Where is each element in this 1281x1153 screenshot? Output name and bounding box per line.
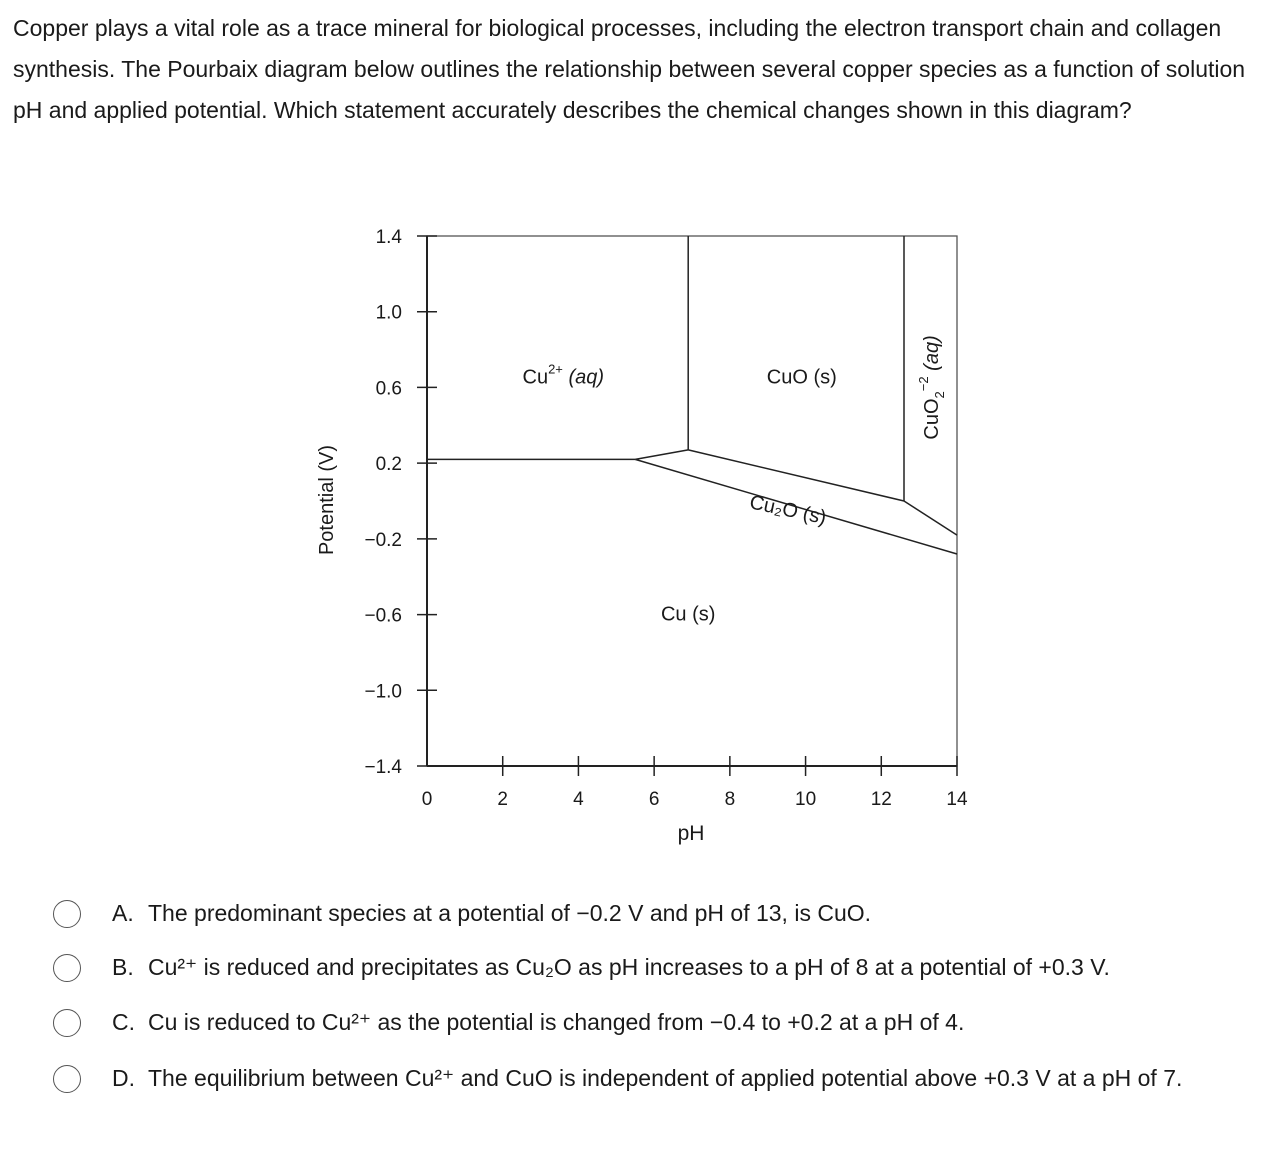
x-tick-label: 10 [795, 789, 817, 810]
x-tick-label: 0 [421, 789, 433, 810]
region-label-cu: Cu (s) [660, 603, 716, 626]
choice-b-radio[interactable] [53, 954, 81, 982]
x-tick-label: 8 [724, 789, 736, 810]
cuo-cu2o-boundary [688, 450, 904, 501]
plot-frame [427, 236, 957, 766]
region-label-cu2-: $Cu^{2+}$ (aq) [522, 361, 605, 389]
y-tick-label: −1.4 [364, 757, 402, 778]
choice-d-text: The equilibrium between Cu²⁺ and CuO is independent of applied potential above +0.3 V at a pH of 7. [148, 1065, 1183, 1091]
x-tick-label: 4 [573, 789, 584, 810]
x-axis-label: pH [677, 822, 705, 845]
y-tick-label: −0.2 [364, 529, 402, 551]
x-tick-label: 14 [946, 789, 968, 810]
y-tick-label: 1.0 [375, 302, 402, 324]
choice-c-letter: C. [112, 1009, 135, 1035]
x-tick-label: 6 [648, 789, 660, 810]
region-label-cuo: CuO (s) [766, 366, 837, 389]
region-label-cuo2-2: CuO$_2^{-2}$ (aq) [916, 335, 948, 440]
choice-c-text: Cu is reduced to Cu²⁺ as the potential is changed from −0.4 to +0.2 at a pH of 4. [148, 1009, 965, 1035]
choice-c-radio[interactable] [53, 1009, 81, 1037]
choice-a-radio[interactable] [53, 900, 81, 928]
cu2-cu2o-boundary [635, 450, 688, 460]
choice-a-letter: A. [112, 900, 134, 926]
question-text: Copper plays a vital role as a trace mineral for biological processes, including the electron transport chain and collagen synthesis. The Pourbaix diagram below outlines the relationship between several copper species as a function of solution pH and applied potential. Which statement accurately describes the chemical changes shown in this diagram? [13, 15, 1246, 123]
y-tick-label: −0.6 [364, 605, 402, 627]
choice-d-radio[interactable] [53, 1065, 81, 1093]
y-tick-label: 1.4 [375, 227, 402, 248]
y-tick-label: 0.2 [375, 454, 402, 476]
choice-b-text: Cu²⁺ is reduced and precipitates as Cu₂O as pH increases to a pH of 8 at a potential of +0.3 V. [148, 954, 1110, 980]
cu2o-cuo2-boundary [904, 501, 957, 535]
y-axis-label: Potential (V) [316, 444, 338, 556]
y-tick-label: −1.0 [364, 681, 402, 703]
choice-a-text: The predominant species at a potential of −0.2 V and pH of 13, is CuO. [148, 900, 872, 926]
choice-d-letter: D. [112, 1065, 135, 1091]
x-tick-label: 12 [870, 789, 892, 810]
region-label-cu2o: Cu₂O (s) [747, 491, 829, 530]
choice-b-letter: B. [112, 954, 134, 980]
y-tick-label: 0.6 [375, 378, 402, 400]
x-tick-label: 2 [497, 789, 509, 810]
